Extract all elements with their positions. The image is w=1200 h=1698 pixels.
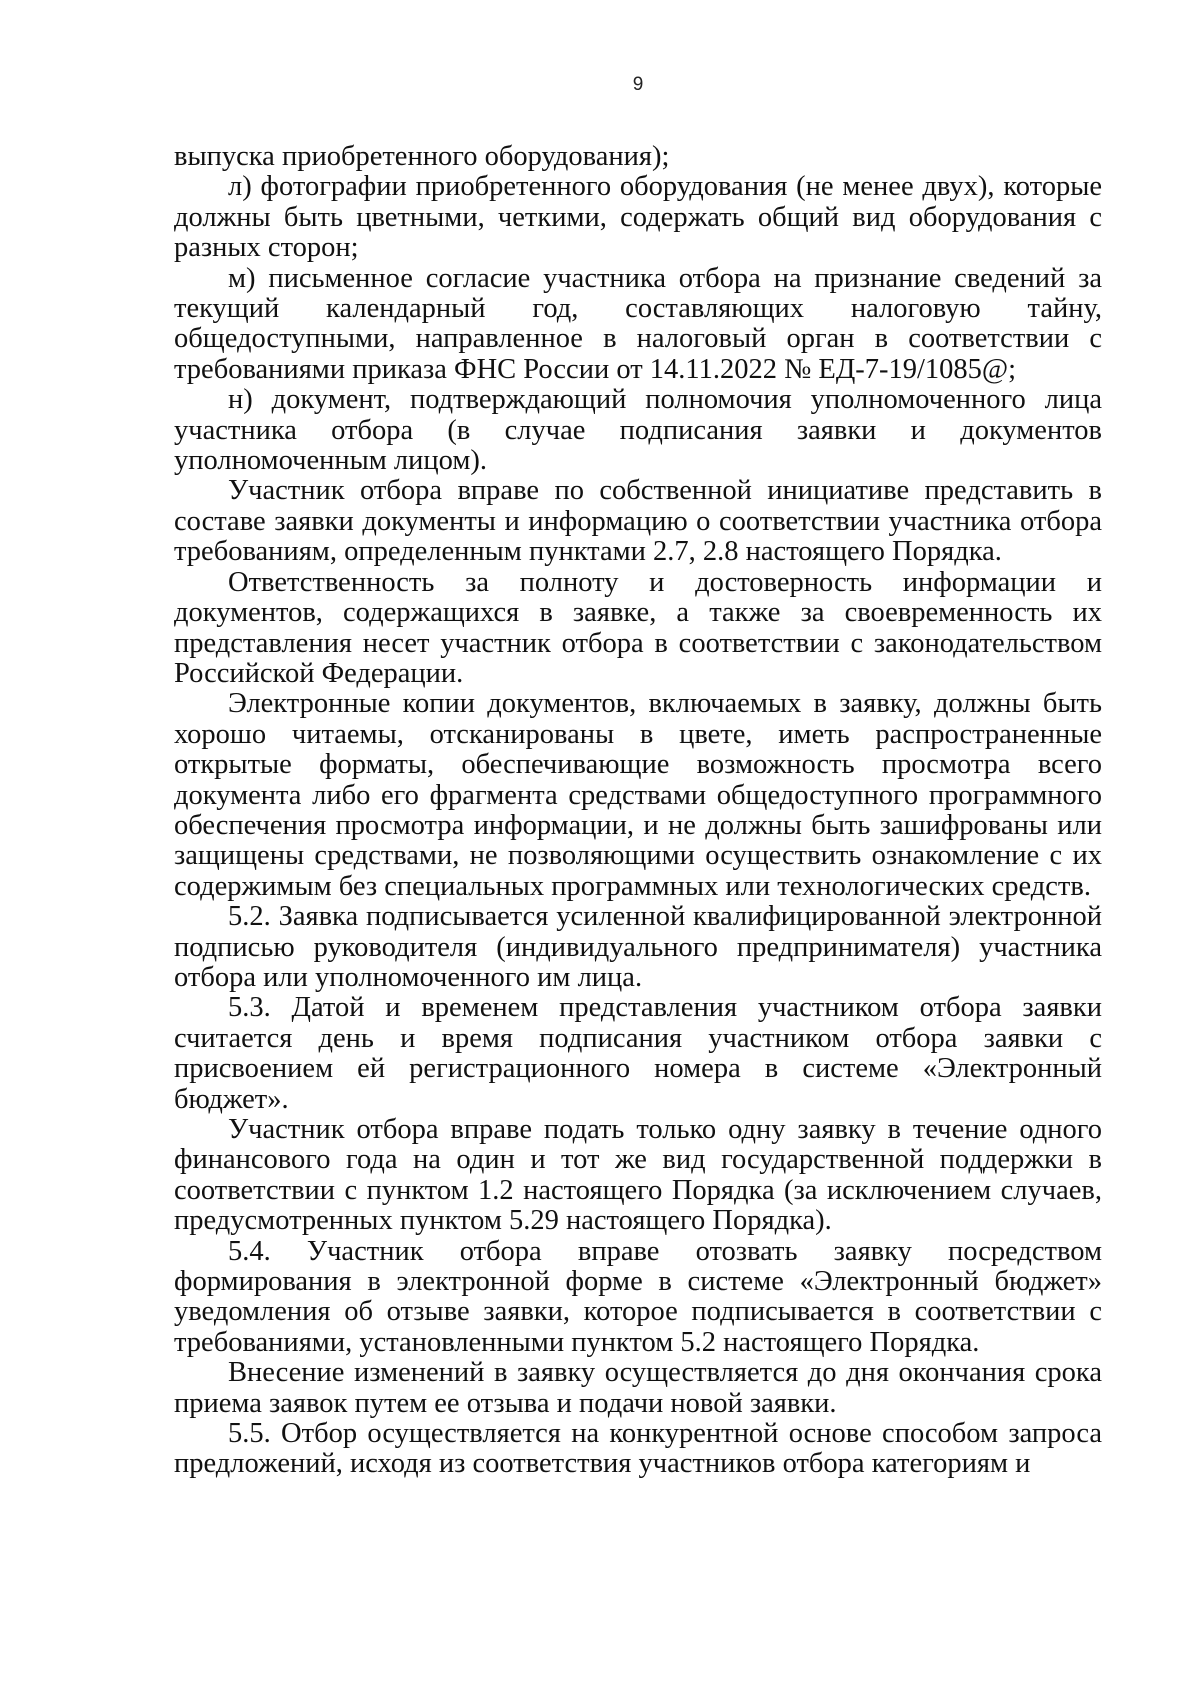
clause-5-5: 5.5. Отбор осуществляется на конкурентной основе способом запроса предложений, исходя из соответствия участников отбора категориям и (174, 1418, 1102, 1480)
paragraph-own-initiative: Участник отбора вправе по собственной инициативе представить в составе заявки документы и информацию о соответствии участника отбора требованиям, определенным пунктами 2.7, 2.8 настоящего Порядка. (174, 475, 1102, 568)
list-item-l: л) фотографии приобретенного оборудования (не менее двух), которые должны быть цветными, четкими, содержать общий вид оборудования с разных сторон; (174, 171, 1102, 264)
paragraph-responsibility: Ответственность за полноту и достоверность информации и документов, содержащихся в заявке, а также за своевременность их представления несет участник отбора в соответствии с законодательством Российской Федерации. (174, 566, 1102, 689)
list-item-m: м) письменное согласие участника отбора на признание сведений за текущий календарный год, составляющих налоговую тайну, общедоступными, направленное в налоговый орган в соответствии с требованиями приказа ФНС России от 14.11.2022 № ЕД-7-19/1085@; (174, 262, 1102, 385)
clause-5-2: 5.2. Заявка подписывается усиленной квалифицированной электронной подписью руководителя (индивидуального предпринимателя) участника отбора или уполномоченного им лица. (174, 901, 1102, 993)
paragraph-changes: Внесение изменений в заявку осуществляется до дня окончания срока приема заявок путем ее отзыва и подачи новой заявки. (174, 1357, 1102, 1419)
paragraph-continuation: выпуска приобретенного оборудования); (174, 141, 670, 172)
document-body (174, 142, 1102, 1480)
paragraph-one-application: Участник отбора вправе подать только одну заявку в течение одного финансового года на один и тот же вид государственной поддержки в соответствии с пунктом 1.2 настоящего Порядка (за исключением случаев, предусмотренных пунктом 5.29 настоящего Порядка). (174, 1114, 1102, 1237)
clause-5-4: 5.4. Участник отбора вправе отозвать заявку посредством формирования в электронной форме в системе «Электронный бюджет» уведомления об отзыве заявки, которое подписывается в соответствии с требованиями, установленными пунктом 5.2 настоящего Порядка. (174, 1235, 1102, 1358)
page-number: 9 (632, 74, 644, 95)
paragraph-electronic-copies: Электронные копии документов, включаемых в заявку, должны быть хорошо читаемы, отсканированы в цвете, иметь распространенные открытые форматы, обеспечивающие возможность просмотра всего документа либо его фрагмента средствами общедоступного программного обеспечения просмотра информации, и не должны быть зашифрованы или защищены средствами, не позволяющими осуществить ознакомление с их содержимым без специальных программных или технологических средств. (174, 688, 1102, 902)
list-item-n: н) документ, подтверждающий полномочия уполномоченного лица участника отбора (в случае подписания заявки и документов уполномоченным лицом). (174, 384, 1102, 477)
clause-5-3: 5.3. Датой и временем представления участником отбора заявки считается день и время подписания участником отбора заявки с присвоением ей регистрационного номера в системе «Электронный бюджет». (174, 992, 1102, 1115)
